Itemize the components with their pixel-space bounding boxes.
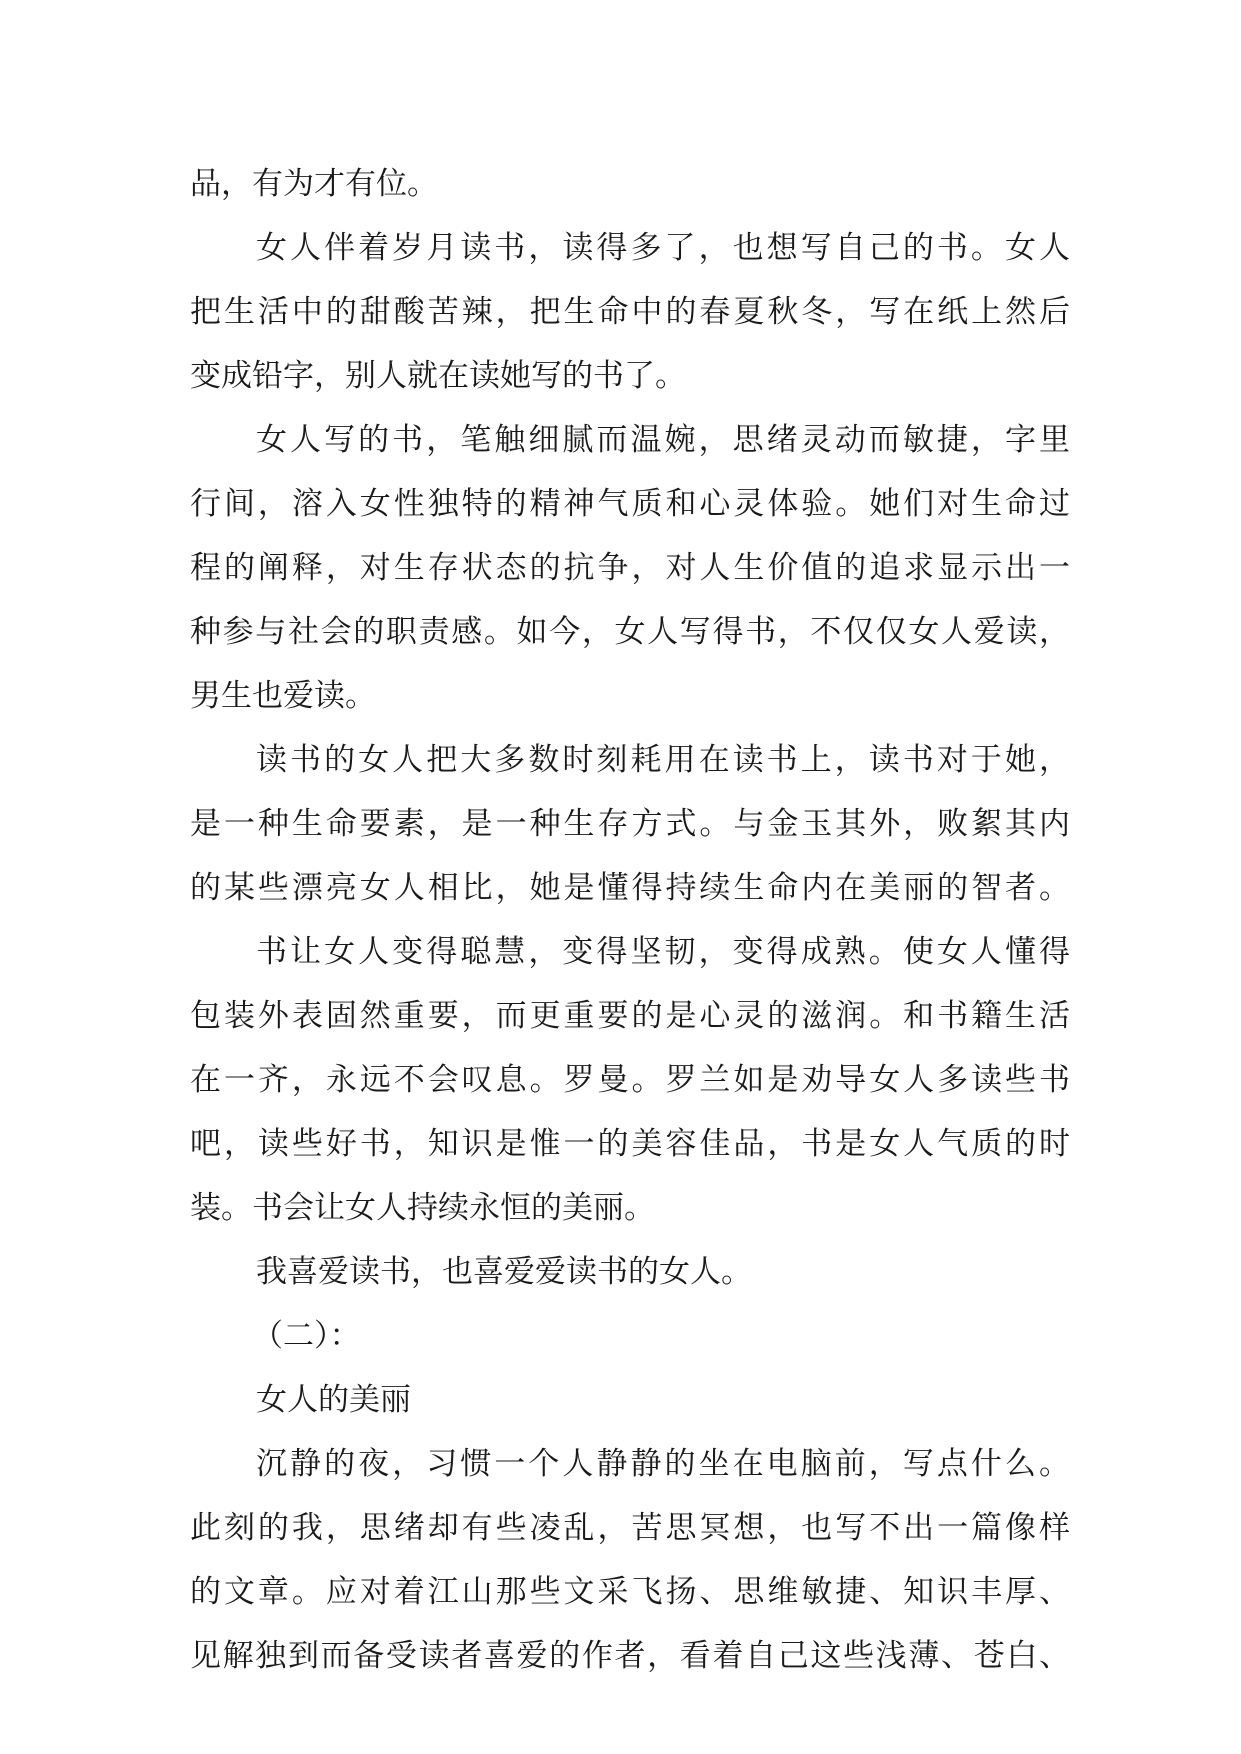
text-line: 女人的美丽	[256, 1382, 411, 1418]
paragraph	[190, 920, 1070, 1240]
text-line: 书让女人变得聪慧，变得坚韧，变得成熟。使女人懂得	[256, 934, 1070, 970]
document-body	[190, 152, 1070, 1688]
text-line: 女人伴着岁月读书，读得多了，也想写自己的书。女人	[256, 230, 1070, 266]
text-line: 变成铅字，别人就在读她写的书了。	[190, 358, 686, 394]
section-number	[190, 1304, 1070, 1368]
text-line: 程的阐释，对生存状态的抗争，对人生价值的追求显示出一	[190, 550, 1070, 586]
text-line: 女人写的书，笔触细腻而温婉，思绪灵动而敏捷，字里	[256, 422, 1070, 458]
text-line: 品，有为才有位。	[190, 166, 438, 202]
text-line: 包装外表固然重要，而更重要的是心灵的滋润。和书籍生活	[190, 998, 1070, 1034]
paragraph	[190, 1240, 1070, 1304]
text-line: 种参与社会的职责感。如今，女人写得书，不仅仅女人爱读，	[190, 614, 1070, 650]
text-line: 在一齐，永远不会叹息。罗曼。罗兰如是劝导女人多读些书	[190, 1062, 1070, 1098]
section-title	[190, 1368, 1070, 1432]
paragraph	[190, 1432, 1070, 1688]
text-line: 的某些漂亮女人相比，她是懂得持续生命内在美丽的智者。	[190, 870, 1070, 906]
text-line: （二）：	[252, 1318, 361, 1354]
text-line: 沉静的夜，习惯一个人静静的坐在电脑前，写点什么。	[256, 1446, 1070, 1482]
text-line: 是一种生命要素，是一种生存方式。与金玉其外，败絮其内	[190, 806, 1070, 842]
paragraph	[190, 408, 1070, 728]
text-line: 见解独到而备受读者喜爱的作者，看着自己这些浅薄、苍白、	[190, 1638, 1070, 1674]
paragraph	[190, 216, 1070, 408]
text-line: 装。书会让女人持续永恒的美丽。	[190, 1190, 655, 1226]
text-line: 此刻的我，思绪却有些凌乱，苦思冥想，也写不出一篇像样	[190, 1510, 1070, 1546]
text-line: 读书的女人把大多数时刻耗用在读书上，读书对于她，	[256, 742, 1070, 778]
text-line: 吧，读些好书，知识是惟一的美容佳品，书是女人气质的时	[190, 1126, 1070, 1162]
text-line: 行间，溶入女性独特的精神气质和心灵体验。她们对生命过	[190, 486, 1070, 522]
text-line: 的文章。应对着江山那些文采飞扬、思维敏捷、知识丰厚、	[190, 1574, 1070, 1610]
paragraph	[190, 728, 1070, 920]
text-line: 我喜爱读书，也喜爱爱读书的女人。	[256, 1254, 752, 1290]
text-line: 把生活中的甜酸苦辣，把生命中的春夏秋冬，写在纸上然后	[190, 294, 1070, 330]
paragraph	[190, 152, 1070, 216]
text-line: 男生也爱读。	[190, 678, 376, 714]
